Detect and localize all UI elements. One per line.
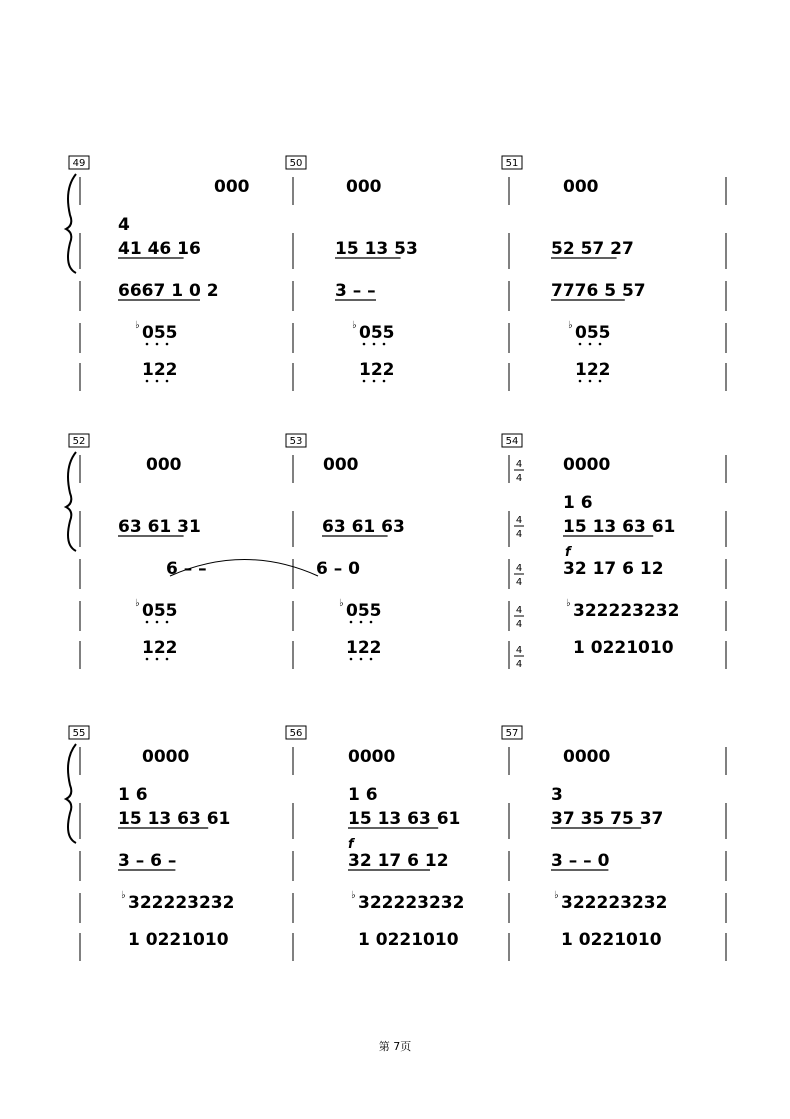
measure-55 — [69, 726, 234, 950]
measure-number: 56 — [289, 728, 303, 739]
notation-row-1: 000 — [323, 455, 359, 475]
notation-row-1: 000 — [146, 455, 182, 475]
notation-row-4: 055 — [575, 323, 611, 343]
notation-row-5: 1 0221010 — [561, 930, 662, 950]
notation-row-3: 3 – 6 – — [118, 851, 177, 871]
octave-dot — [166, 380, 169, 383]
measure-number: 52 — [72, 436, 86, 447]
measure-number: 50 — [289, 158, 303, 169]
upper-note: 1 6 — [118, 785, 148, 805]
measure-number: 49 — [72, 158, 86, 169]
octave-dot — [370, 621, 373, 624]
measure-number: 55 — [72, 728, 86, 739]
octave-dot — [383, 343, 386, 346]
measure-50 — [286, 156, 418, 382]
octave-dot — [156, 621, 159, 624]
brace — [66, 174, 76, 273]
notation-row-1: 000 — [563, 177, 599, 197]
octave-dot — [579, 380, 582, 383]
octave-dot — [350, 658, 353, 661]
notation-row-1: 000 — [214, 177, 250, 197]
notation-row-3: 3 – – 0 — [551, 851, 610, 871]
octave-dot — [350, 621, 353, 624]
octave-dot — [370, 658, 373, 661]
notation-row-2: 15 13 63 61 — [118, 809, 231, 829]
notation-row-4: 055 — [359, 323, 395, 343]
octave-dot — [166, 343, 169, 346]
notation-row-4: 055 — [346, 601, 382, 621]
notation-row-5: 1 0221010 — [128, 930, 229, 950]
measure-51 — [502, 156, 646, 382]
measure-number: 54 — [505, 436, 519, 447]
octave-dot — [599, 380, 602, 383]
notation-row-2: 63 61 63 — [322, 517, 405, 537]
notation-row-4: 322223232 — [561, 893, 668, 913]
measure-49 — [69, 156, 250, 382]
octave-dot — [156, 380, 159, 383]
notation-row-3: 32 17 6 12 — [348, 851, 449, 871]
notation-row-1: 000 — [346, 177, 382, 197]
notation-row-2: 63 61 31 — [118, 517, 201, 537]
upper-note: 1 6 — [348, 785, 378, 805]
notation-row-2: 15 13 63 61 — [348, 809, 461, 829]
meter-denominator: 4 — [515, 473, 523, 484]
notation-row-4: 322223232 — [128, 893, 235, 913]
flat-sign: ♭ — [554, 890, 559, 901]
notation-row-3: 32 17 6 12 — [563, 559, 664, 579]
meter-denominator: 4 — [515, 529, 523, 540]
measure-54 — [502, 434, 679, 670]
flat-sign: ♭ — [568, 320, 573, 331]
flat-sign: ♭ — [339, 598, 344, 609]
meter-denominator: 4 — [515, 577, 523, 588]
page-number: 第 7页 — [378, 1040, 412, 1053]
brace — [66, 744, 76, 843]
meter-numerator: 4 — [515, 645, 523, 656]
notation-row-5: 1 0221010 — [573, 638, 674, 658]
octave-dot — [383, 380, 386, 383]
notation-row-3: 3 – – — [335, 281, 376, 301]
system-3 — [66, 726, 726, 961]
system-1 — [66, 156, 726, 391]
flat-sign: ♭ — [135, 320, 140, 331]
octave-dot — [146, 621, 149, 624]
dynamic-forte: f — [348, 837, 354, 852]
octave-dot — [166, 621, 169, 624]
measure-57 — [502, 726, 667, 950]
octave-dot — [589, 380, 592, 383]
dynamic-forte: f — [565, 545, 571, 560]
notation-row-3: 6667 1 0 2 — [118, 281, 219, 301]
octave-dot — [166, 658, 169, 661]
meter-numerator: 4 — [515, 459, 523, 470]
notation-row-2: 15 13 53 — [335, 239, 418, 259]
upper-note: 1 6 — [563, 493, 593, 513]
notation-row-3: 6 – – — [166, 559, 207, 579]
measure-56 — [286, 726, 464, 950]
brace — [66, 452, 76, 551]
meter-denominator: 4 — [515, 619, 523, 630]
octave-dot — [156, 343, 159, 346]
notation-row-3: 7776 5 57 — [551, 281, 646, 301]
octave-dot — [373, 380, 376, 383]
notation-row-4: 322223232 — [573, 601, 680, 621]
octave-dot — [146, 343, 149, 346]
notation-row-4: 322223232 — [358, 893, 465, 913]
notation-row-2: 37 35 75 37 — [551, 809, 664, 829]
notation-row-1: 0000 — [563, 747, 611, 767]
notation-row-2: 52 57 27 — [551, 239, 634, 259]
meter-numerator: 4 — [515, 605, 523, 616]
system-2 — [66, 434, 726, 670]
notation-row-4: 055 — [142, 601, 178, 621]
measure-53 — [286, 434, 405, 660]
meter-denominator: 4 — [515, 659, 523, 670]
flat-sign: ♭ — [566, 598, 571, 609]
octave-dot — [360, 621, 363, 624]
notation-row-5: 122 — [142, 360, 178, 380]
notation-row-1: 0000 — [348, 747, 396, 767]
notation-row-1: 0000 — [142, 747, 190, 767]
flat-sign: ♭ — [135, 598, 140, 609]
measure-number: 51 — [505, 158, 519, 169]
measure-number: 57 — [505, 728, 519, 739]
upper-note: 3 — [551, 785, 563, 805]
octave-dot — [146, 658, 149, 661]
octave-dot — [156, 658, 159, 661]
octave-dot — [146, 380, 149, 383]
meter-numerator: 4 — [515, 515, 523, 526]
notation-row-5: 1 0221010 — [358, 930, 459, 950]
notation-row-3: 6 – 0 — [316, 559, 360, 579]
upper-note: 4 — [118, 215, 130, 235]
notation-row-5: 122 — [142, 638, 178, 658]
measure-52 — [69, 434, 207, 660]
flat-sign: ♭ — [121, 890, 126, 901]
notation-row-1: 0000 — [563, 455, 611, 475]
notation-row-5: 122 — [346, 638, 382, 658]
octave-dot — [360, 658, 363, 661]
octave-dot — [579, 343, 582, 346]
octave-dot — [363, 343, 366, 346]
octave-dot — [589, 343, 592, 346]
notation-row-5: 122 — [359, 360, 395, 380]
notation-row-2: 41 46 16 — [118, 239, 201, 259]
notation-row-2: 15 13 63 61 — [563, 517, 676, 537]
flat-sign: ♭ — [352, 320, 357, 331]
notation-row-4: 055 — [142, 323, 178, 343]
octave-dot — [599, 343, 602, 346]
notation-row-5: 122 — [575, 360, 611, 380]
measure-number: 53 — [289, 436, 303, 447]
octave-dot — [373, 343, 376, 346]
meter-numerator: 4 — [515, 563, 523, 574]
flat-sign: ♭ — [351, 890, 356, 901]
octave-dot — [363, 380, 366, 383]
